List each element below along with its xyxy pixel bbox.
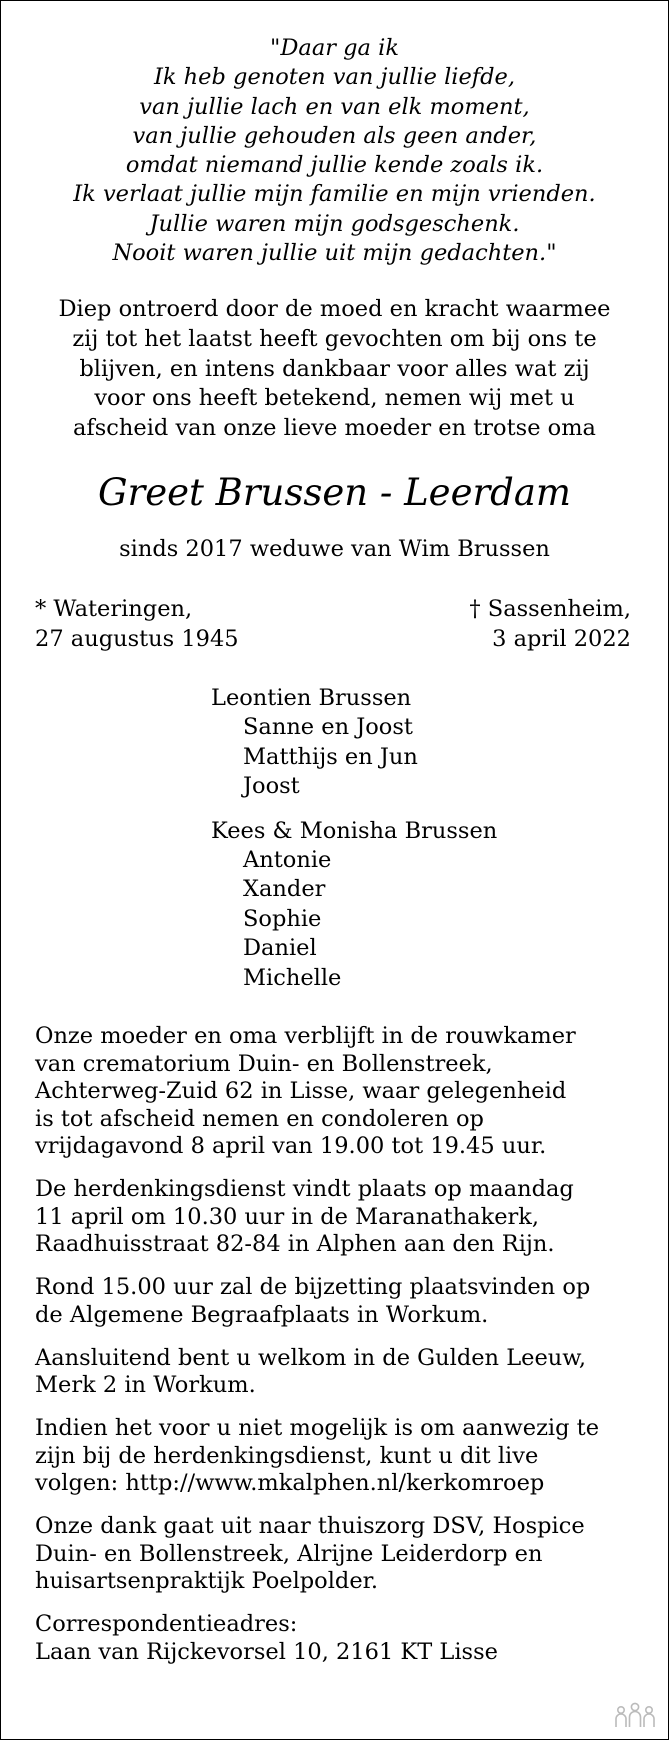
text-line: is tot afscheid nemen en condoleren op (35, 1105, 484, 1132)
correspondence-address: Laan van Rijckevorsel 10, 2161 KT Lisse (35, 1638, 498, 1665)
text-line: Raadhuisstraat 82-84 in Alphen aan den Rijn. (35, 1231, 555, 1257)
text-line: van crematorium Duin- en Bollenstreek, (35, 1050, 493, 1077)
poem-line: van jullie gehouden als geen ander, (132, 122, 537, 149)
text-line: Achterweg-Zuid 62 in Lisse, waar gelegenheid (35, 1078, 567, 1104)
family-member: Leontien Brussen (211, 685, 412, 711)
service-paragraph (35, 1176, 648, 1259)
thanks-paragraph (35, 1513, 648, 1596)
text-line: Onze moeder en oma verblijft in de rouwkamer (35, 1023, 576, 1049)
death-date: 3 april 2022 (492, 625, 631, 652)
family-list (211, 684, 497, 993)
birth-place: * Wateringen, (35, 596, 193, 622)
text-line: vrijdagavond 8 april van 19.00 tot 19.45 uur. (35, 1133, 547, 1159)
poem-line: Jullie waren mijn godsgeschenk. (149, 210, 520, 237)
viewing-paragraph (35, 1023, 648, 1161)
intro-line: afscheid van onze lieve moeder en trotse oma (73, 415, 596, 442)
intro-line: zij tot het laatst heeft gevochten om bij ons te (72, 325, 597, 352)
livestream-paragraph (35, 1415, 648, 1498)
death-place: † Sassenheim, (469, 596, 631, 622)
poem-line: Ik verlaat jullie mijn familie en mijn vrienden. (73, 181, 596, 208)
deceased-name: Greet Brussen - Leerdam (98, 471, 571, 514)
people-group-icon (614, 1701, 656, 1729)
intro-text (1, 295, 668, 444)
birth-date: 27 augustus 1945 (35, 625, 239, 652)
correspondence-paragraph (35, 1611, 648, 1666)
reception-paragraph (35, 1345, 648, 1400)
text-line: de Algemene Begraafplaats in Workum. (35, 1301, 489, 1328)
grandchild: Daniel (243, 935, 317, 962)
grandchild: Antonie (243, 847, 332, 874)
intro-line: blijven, en intens dankbaar voor alles wat zij (79, 355, 590, 382)
family-member: Kees & Monisha Brussen (211, 817, 498, 844)
birth-info (35, 595, 239, 654)
family-group (211, 817, 497, 993)
poem-line: "Daar ga ik (270, 35, 399, 61)
grandchild: Michelle (243, 964, 342, 991)
text-line: Duin- en Bollenstreek, Alrijne Leiderdorp en (35, 1540, 543, 1567)
burial-paragraph (35, 1274, 648, 1329)
poem-line: van jullie lach en van elk moment, (139, 93, 530, 120)
text-line: zijn bij de herdenkingsdienst, kunt u dit live (35, 1442, 539, 1469)
intro-line: voor ons heeft betekend, nemen wij met u (94, 385, 575, 412)
text-line: Merk 2 in Workum. (35, 1372, 256, 1398)
livestream-link: volgen: http://www.mkalphen.nl/kerkomroep (35, 1470, 545, 1496)
text-line: Aansluitend bent u welkom in de Gulden Leeuw, (35, 1344, 587, 1371)
text-line: Rond 15.00 uur zal de bijzetting plaatsvinden op (35, 1274, 591, 1300)
grandchild: Xander (243, 876, 326, 903)
poem-line: omdat niemand jullie kende zoals ik. (125, 152, 544, 179)
grandchild: Matthijs en Jun (243, 743, 418, 770)
widow-line: sinds 2017 weduwe van Wim Brussen (119, 536, 550, 562)
text-line: huisartsenpraktijk Poelpolder. (35, 1568, 379, 1594)
poem-line: Nooit waren jullie uit mijn gedachten." (112, 240, 557, 267)
death-info (469, 595, 631, 654)
intro-line: Diep ontroerd door de moed en kracht waarmee (58, 296, 611, 322)
grandchild: Joost (243, 773, 300, 800)
family-group (211, 684, 497, 802)
text-line: Indien het voor u niet mogelijk is om aanwezig te (35, 1415, 600, 1441)
announcement-body (35, 1023, 648, 1682)
text-line: Correspondentieadres: (35, 1611, 298, 1637)
text-line: Onze dank gaat uit naar thuiszorg DSV, Hospice (35, 1513, 585, 1539)
poem (1, 34, 668, 268)
grandchild: Sophie (243, 905, 322, 932)
poem-line: Ik heb genoten van jullie liefde, (154, 64, 515, 91)
grandchild: Sanne en Joost (243, 714, 413, 741)
text-line: 11 april om 10.30 uur in de Maranathakerk, (35, 1203, 540, 1230)
text-line: De herdenkingsdienst vindt plaats op maandag (35, 1176, 574, 1202)
